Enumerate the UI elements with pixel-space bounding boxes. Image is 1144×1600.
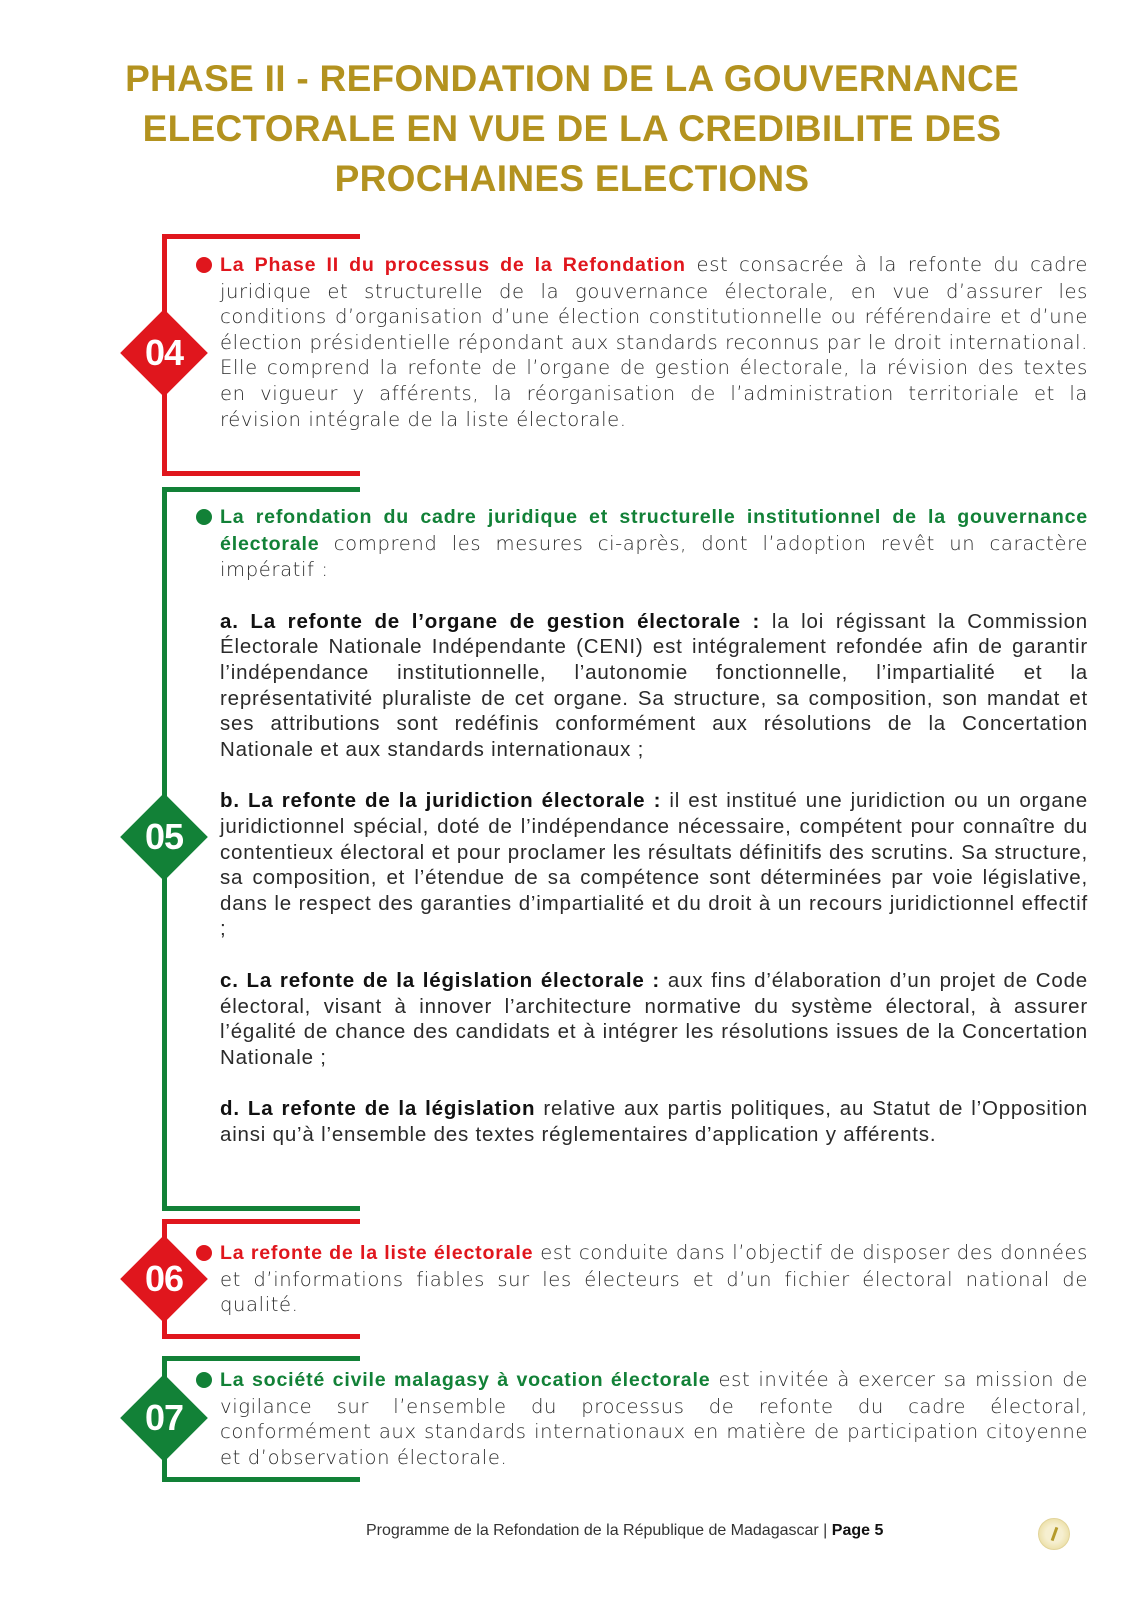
measure-b-text: il est institué une juridiction ou un organe juridictionnel spécial, doté de l’indépendance nécessaire, compétent pour connaître du contentieux électoral et pour proclamer les résultats définitifs des scrutins. Sa structure, sa composition, et l’étendue de sa compétence sont déterminées par voie législative, dans le respect des garanties d’impartialité et du droit à un recours juridictionnel effectif ; — [220, 789, 1088, 941]
bullet-icon — [196, 509, 212, 525]
section-07-number: 07 — [144, 1397, 184, 1438]
measure-d-text: relative aux partis politiques, au Statut de l’Opposition ainsi qu’à l’ensemble des textes réglementaires d’application y afférents. — [220, 1097, 1088, 1146]
measure-c-label: c. La refonte de la législation électorale : — [220, 968, 661, 992]
page-number: Page 5 — [831, 1522, 884, 1539]
measure-d — [220, 1096, 1088, 1147]
section-07-text — [220, 1367, 1088, 1470]
section-07-lead: La société civile malagasy à vocation électorale — [220, 1369, 711, 1391]
section-07-body: est invitée à exercer sa mission de vigilance sur l’ensemble du processus de refonte du cadre électoral, conformément aux standards internationaux en matière de participation citoyenne et d’observation électorale. — [220, 1368, 1088, 1469]
measure-d-label: d. La refonte de la législation — [220, 1097, 536, 1121]
section-05-number: 05 — [144, 816, 184, 857]
emblem-logo-icon — [1038, 1518, 1070, 1550]
section-05-body: comprend les mesures ci-après, dont l’adoption revêt un caractère impératif : — [220, 531, 1088, 582]
measure-a — [220, 609, 1088, 763]
measure-b — [220, 788, 1088, 942]
section-04-text — [220, 252, 1088, 432]
measure-a-text: la loi régissant la Commission Électorale Nationale Indépendante (CENI) est intégralement refondée afin de garantir l’indépendance institutionnelle, l’autonomie fonctionnelle, l’impartialité et la représentativité pluraliste de cet organe. Sa structure, sa composition, son mandat et ses attributions sont redéfinis conformément aux résolutions de la Concertation Nationale et aux standards internationaux ; — [220, 609, 1088, 761]
page-title — [40, 54, 1104, 204]
section-04-body: est consacrée à la refonte du cadre juridique et structurelle de la gouvernance électorale, en vue d’assurer les conditions d’organisation d’une élection constitutionnelle ou référendaire et d’une élection présidentielle répondant aux standards reconnus par le droit international. Elle comprend la refonte de l’organe de gestion électorale, la révision des textes en vigueur y afférents, la réorganisation de l’administration territoriale et la révision intégrale de la liste électorale. — [220, 253, 1088, 431]
bullet-icon — [196, 257, 212, 273]
page-footer — [366, 1522, 883, 1540]
section-06-number: 06 — [144, 1258, 184, 1299]
title-line-3: PROCHAINES ELECTIONS — [334, 158, 810, 199]
section-04-lead: La Phase II du processus de la Refondation — [220, 254, 686, 276]
bullet-icon — [196, 1372, 212, 1388]
bullet-icon — [196, 1245, 212, 1261]
section-06-text — [220, 1240, 1088, 1318]
section-06-lead: La refonte de la liste électorale — [220, 1242, 534, 1264]
measure-c — [220, 968, 1088, 1070]
title-line-2: ELECTORALE EN VUE DE LA CREDIBILITE DES — [142, 108, 1002, 149]
title-line-1: PHASE II - REFONDATION DE LA GOUVERNANCE — [125, 58, 1019, 99]
section-04-number: 04 — [144, 332, 184, 373]
section-05-text — [220, 504, 1088, 1147]
measure-b-label: b. La refonte de la juridiction électorale : — [220, 789, 662, 813]
section-05-lead: La refondation du cadre juridique et structurelle institutionnel de la gouvernance électorale — [220, 506, 1088, 555]
measure-c-text: aux fins d’élaboration d’un projet de Code électoral, visant à innover l’architecture normative du système électoral, à assurer l’égalité de chance des candidats et à intégrer les résolutions issues de la Concertation Nationale ; — [220, 968, 1089, 1069]
measure-a-label: a. La refonte de l’organe de gestion électorale : — [220, 609, 761, 633]
section-06-body: est conduite dans l’objectif de disposer des données et d’informations fiables sur les électeurs et d’un fichier électoral national de qualité. — [220, 1241, 1088, 1317]
footer-text: Programme de la Refondation de la République de Madagascar | — [366, 1522, 832, 1539]
